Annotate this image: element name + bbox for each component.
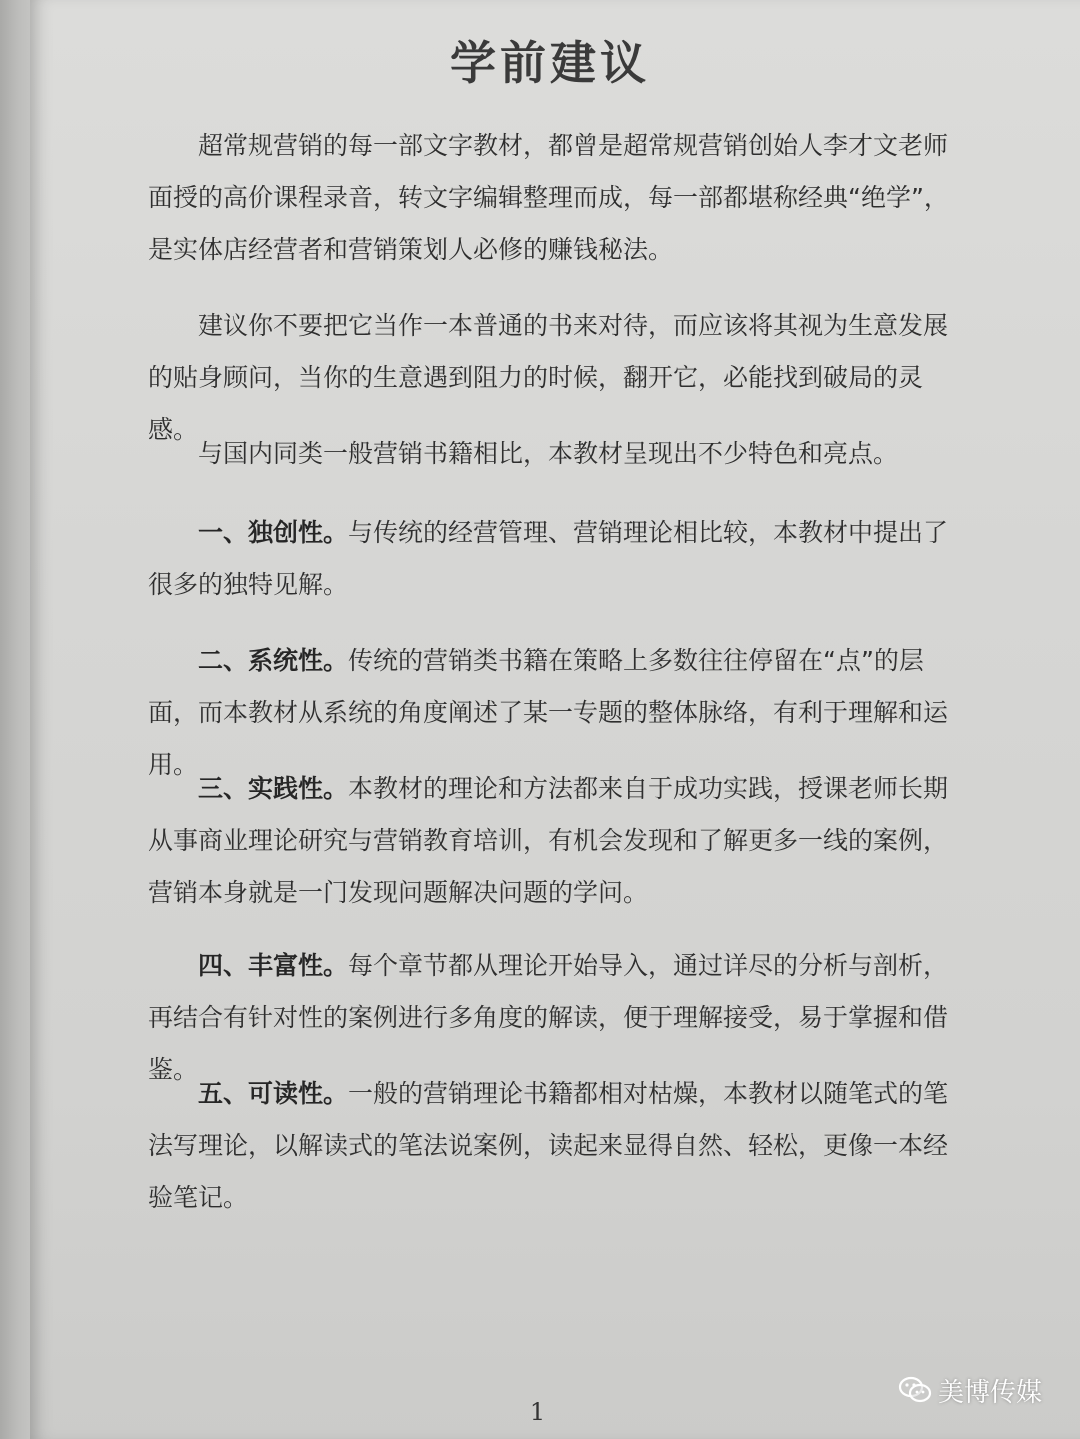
watermark-text: 美博传媒 [938, 1377, 1043, 1408]
paragraph-text: 每个章节都从理论开始导入，通过详尽的分析与剖析，再结合有针对性的案例进行多角度的解读，便于理解接受，易于掌握和借鉴。 [148, 951, 949, 1084]
paragraph-text: 与传统的经营管理、营销理论相比较，本教材中提出了很多的独特见解。 [148, 518, 949, 599]
document-page [30, 0, 1080, 1439]
feature-heading: 三、实践性。 [198, 774, 349, 803]
paragraph-intro [148, 120, 968, 276]
paragraph-text: 一般的营销理论书籍都相对枯燥，本教材以随笔式的笔法写理论，以解读式的笔法说案例，读起来显得自然、轻松，更像一本经验笔记。 [148, 1079, 949, 1212]
paragraph-feature-5 [148, 1068, 968, 1224]
paragraph-feature-1 [148, 507, 968, 611]
paragraph-text: 超常规营销的每一部文字教材，都曾是超常规营销创始人李才文老师面授的高价课程录音，转文字编辑整理而成，每一部都堪称经典“绝学”，是实体店经营者和营销策划人必修的赚钱秘法。 [148, 131, 949, 264]
paragraph-text: 建议你不要把它当作一本普通的书来对待，而应该将其视为生意发展的贴身顾问，当你的生意遇到阻力的时候，翻开它，必能找到破局的灵感。 [148, 311, 949, 444]
feature-heading: 一、独创性。 [198, 518, 349, 547]
feature-heading: 四、丰富性。 [198, 951, 349, 980]
page-title: 学前建议 [450, 36, 650, 90]
paragraph-comparison [148, 428, 968, 480]
paragraph-text: 本教材的理论和方法都来自于成功实践，授课老师长期从事商业理论研究与营销教育培训，有机会发现和了解更多一线的案例，营销本身就是一门发现问题解决问题的学问。 [148, 774, 949, 907]
paragraph-text: 与国内同类一般营销书籍相比，本教材呈现出不少特色和亮点。 [198, 439, 899, 468]
wechat-icon [898, 1375, 932, 1405]
watermark [898, 1370, 1042, 1410]
paragraph-feature-3 [148, 763, 968, 919]
feature-heading: 二、系统性。 [198, 646, 349, 675]
feature-heading: 五、可读性。 [198, 1079, 349, 1108]
book-spine-edge [0, 0, 30, 1439]
page-number: 1 [529, 1398, 546, 1426]
paragraph-text: 传统的营销类书籍在策略上多数往往停留在“点”的层面，而本教材从系统的角度阐述了某一专题的整体脉络，有利于理解和运用。 [148, 646, 949, 779]
